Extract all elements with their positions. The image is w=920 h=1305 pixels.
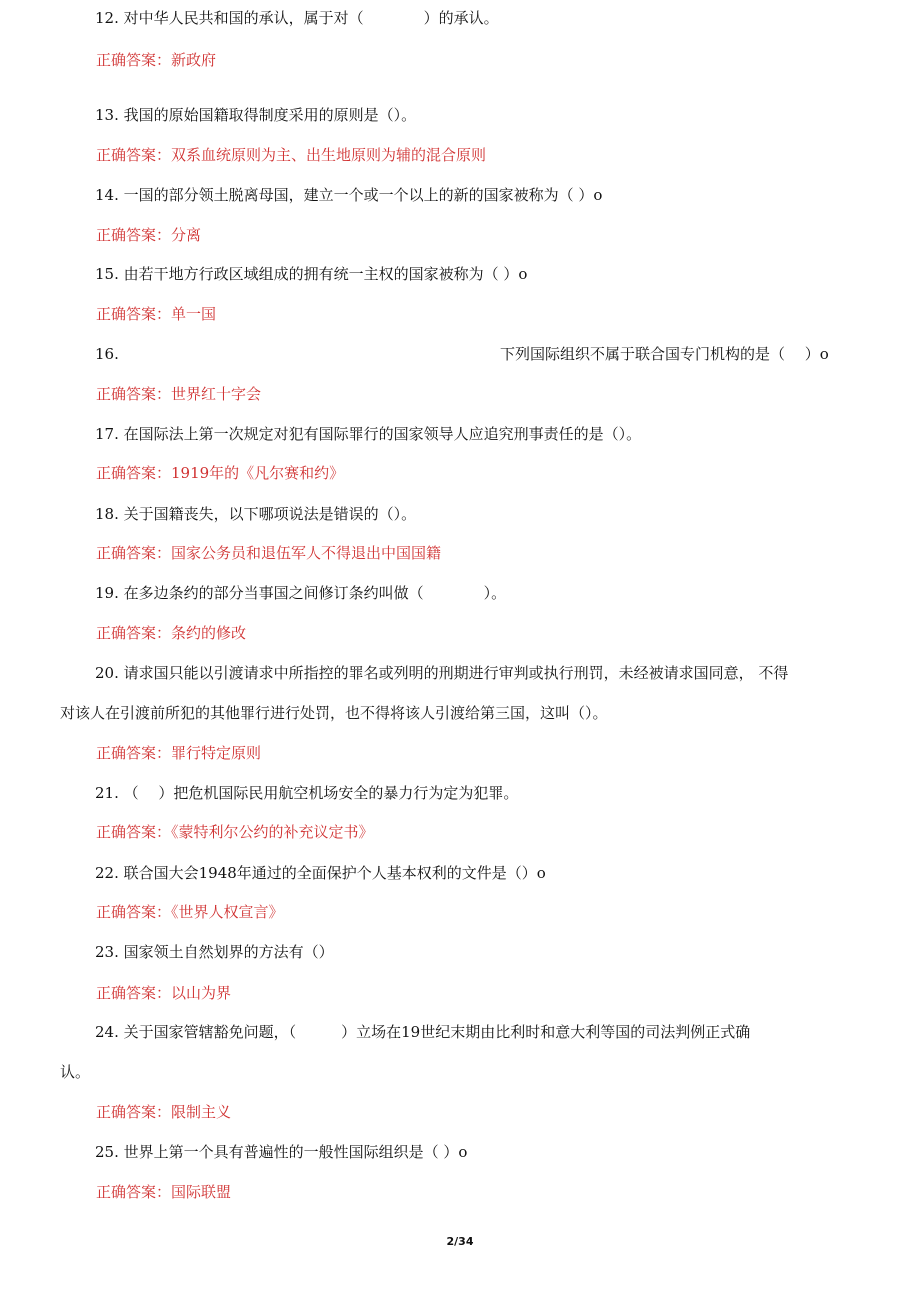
question-25: 25. 世界上第一个具有普遍性的一般性国际组织是（ ）o bbox=[95, 1143, 468, 1161]
question-24-continued: 认。 bbox=[60, 1063, 91, 1081]
question-18: 18. 关于国籍丧失，以下哪项说法是错误的（）。 bbox=[95, 505, 417, 523]
question-19: 19. 在多边条约的部分当事国之间修订条约叫做（ ）。 bbox=[95, 584, 507, 602]
question-12: 12. 对中华人民共和国的承认，属于对（ ）的承认。 bbox=[95, 9, 499, 27]
answer-13: 正确答案：双系血统原则为主、出生地原则为辅的混合原则 bbox=[96, 146, 487, 164]
question-23: 23. 国家领土自然划界的方法有（） bbox=[95, 943, 334, 961]
question-22: 22. 联合国大会1948年通过的全面保护个人基本权利的文件是（）o bbox=[95, 864, 546, 882]
question-21: 21. （ ）把危机国际民用航空机场安全的暴力行为定为犯罪。 bbox=[95, 784, 519, 802]
question-20-continued: 对该人在引渡前所犯的其他罪行进行处罚，也不得将该人引渡给第三国，这叫（）。 bbox=[60, 704, 608, 722]
answer-24: 正确答案：限制主义 bbox=[96, 1103, 232, 1121]
question-13: 13. 我国的原始国籍取得制度采用的原则是（）。 bbox=[95, 106, 417, 124]
answer-18: 正确答案：国家公务员和退伍军人不得退出中国国籍 bbox=[96, 544, 442, 562]
question-17: 17. 在国际法上第一次规定对犯有国际罪行的国家领导人应追究刑事责任的是（）。 bbox=[95, 425, 642, 443]
answer-19: 正确答案：条约的修改 bbox=[96, 624, 247, 642]
answer-15: 正确答案：单一国 bbox=[96, 305, 217, 323]
answer-14: 正确答案：分离 bbox=[96, 226, 202, 244]
question-16-number: 16. bbox=[95, 345, 119, 363]
answer-23: 正确答案：以山为界 bbox=[96, 984, 232, 1002]
answer-21: 正确答案：《蒙特利尔公约的补充议定书》 bbox=[96, 823, 374, 841]
answer-20: 正确答案：罪行特定原则 bbox=[96, 744, 262, 762]
question-14: 14. 一国的部分领土脱离母国，建立一个或一个以上的新的国家被称为（ ）o bbox=[95, 186, 603, 204]
answer-17: 正确答案：1919年的《凡尔赛和约》 bbox=[96, 464, 345, 482]
question-16: 下列国际组织不属于联合国专门机构的是（ ）o bbox=[500, 345, 829, 363]
answer-22: 正确答案：《世界人权宣言》 bbox=[96, 903, 284, 921]
page-number: 2/34 bbox=[446, 1235, 474, 1248]
question-15: 15. 由若干地方行政区域组成的拥有统一主权的国家被称为（ ）o bbox=[95, 265, 528, 283]
question-20: 20. 请求国只能以引渡请求中所指控的罪名或列明的刑期进行审判或执行刑罚，未经被请求国同意， 不得 bbox=[95, 664, 789, 682]
answer-16: 正确答案：世界红十字会 bbox=[96, 385, 262, 403]
answer-12: 正确答案：新政府 bbox=[96, 51, 217, 69]
answer-25: 正确答案：国际联盟 bbox=[96, 1183, 232, 1201]
question-24: 24. 关于国家管辖豁免问题，（ ）立场在19世纪末期由比利时和意大利等国的司法判例正式确 bbox=[95, 1023, 751, 1041]
